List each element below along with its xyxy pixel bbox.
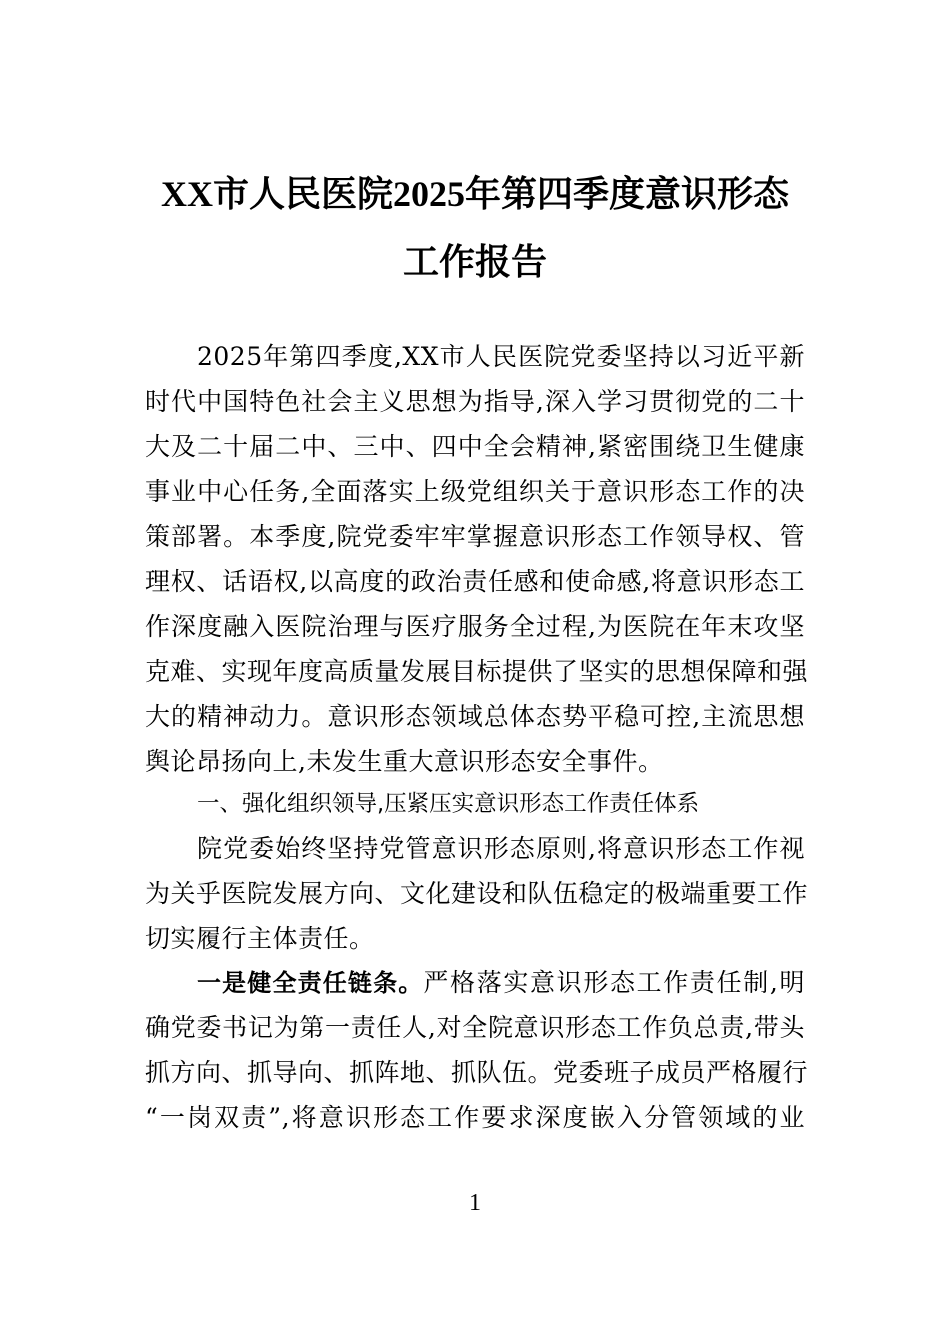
intro-line: 舆论昂扬向上,未发生重大意识形态安全事件。 — [145, 747, 664, 776]
intro-line: 2025年第四季度,XX市人民医院党委坚持以习近平新 — [197, 342, 805, 371]
point-1-line: 确党委书记为第一责任人,对全院意识形态工作负总责,带头 — [145, 1013, 805, 1042]
intro-line: 克难、实现年度高质量发展目标提供了坚实的思想保障和强 — [145, 657, 809, 686]
page-number: 1 — [469, 1190, 481, 1216]
intro-line: 事业中心任务,全面落实上级党组织关于意识形态工作的决 — [145, 477, 805, 506]
section-1-paragraph — [145, 826, 809, 961]
intro-line: 理权、话语权,以高度的政治责任感和使命感,将意识形态工 — [145, 567, 805, 596]
section-1-heading: 一、强化组织领导,压紧压实意识形态工作责任体系 — [197, 791, 700, 817]
point-1-first-line — [145, 960, 805, 1005]
intro-line: 大及二十届二中、三中、四中全会精神,紧密围绕卫生健康 — [145, 432, 805, 461]
document-title-line-1: XX市人民医院2025年第四季度意识形态 — [161, 174, 789, 214]
intro-line: 作深度融入医院治理与医疗服务全过程,为医院在年末攻坚 — [145, 612, 805, 641]
document-title-line-2: 工作报告 — [402, 242, 547, 282]
section-1-line: 为关乎医院发展方向、文化建设和队伍稳定的极端重要工作 — [145, 879, 809, 908]
section-1-line: 院党委始终坚持党管意识形态原则,将意识形态工作视 — [197, 834, 805, 863]
point-1-lead: 一是健全责任链条。 — [197, 969, 424, 997]
point-1-line: 抓方向、抓导向、抓阵地、抓队伍。党委班子成员严格履行 — [145, 1058, 809, 1087]
intro-line: 大的精神动力。意识形态领域总体态势平稳可控,主流思想 — [145, 702, 805, 731]
section-1-line: 切实履行主体责任。 — [145, 924, 375, 953]
intro-line: 时代中国特色社会主义思想为指导,深入学习贯彻党的二十 — [145, 387, 805, 416]
point-1-first-rest: 严格落实意识形态工作责任制,明 — [423, 968, 805, 997]
point-1-line: “一岗双责”,将意识形态工作要求深度嵌入分管领域的业 — [145, 1103, 805, 1132]
intro-paragraph — [145, 334, 809, 784]
point-1-paragraph — [145, 960, 809, 1140]
intro-line: 策部署。本季度,院党委牢牢掌握意识形态工作领导权、管 — [145, 522, 805, 551]
